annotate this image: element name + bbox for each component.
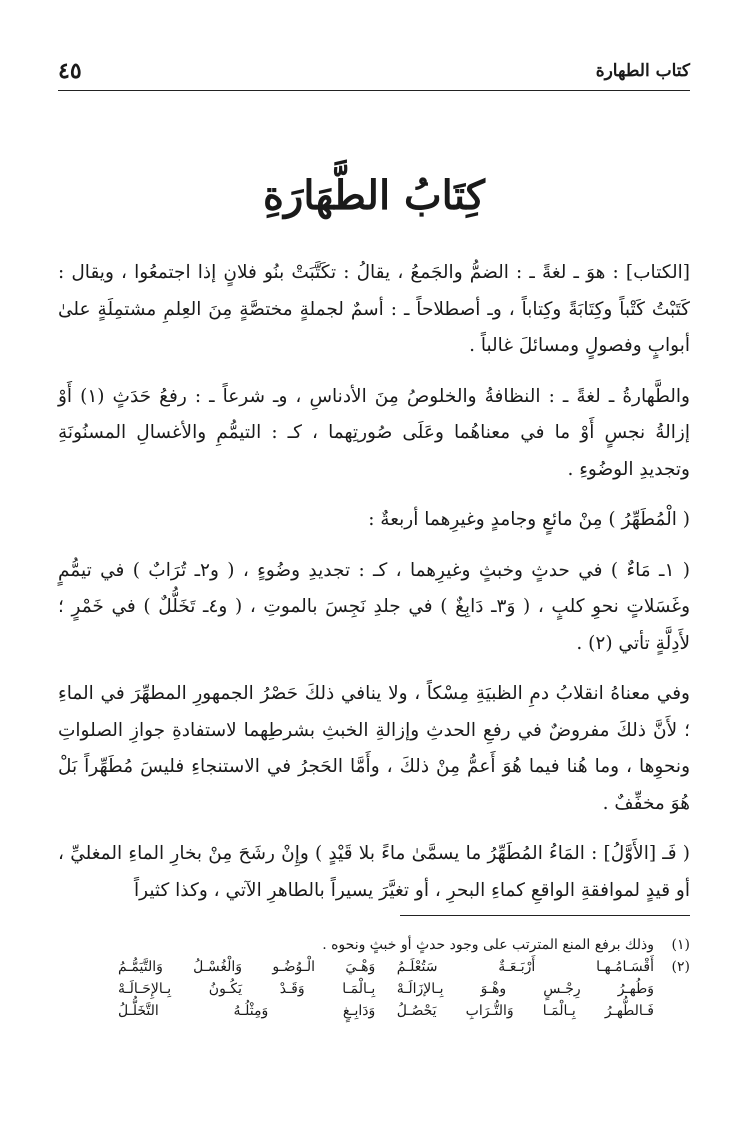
poem-hemistich-second: بِـالْمَـا وَقَـدْ يَكُـونُ بِـالإِحَـالَـهْ <box>118 981 376 997</box>
footnote-divider <box>400 915 690 916</box>
paragraph-first-water: ( فَـ [الأَوَّلُ] : المَاءُ المُطَهِّرُ ما يسمَّىٰ ماءً بلا قَيْدٍ ) وإِنْ رشَحَ مِنْ بخارِ الماءِ المغليِّ ، أو قيدٍ لموافقةِ الواقعِ كماءِ البحرِ ، أو تغيَّرَ يسيراً بالطاهرِ الآتي ، وكذا كثيراً <box>58 843 690 901</box>
running-header <box>58 56 690 91</box>
poem-line <box>58 956 654 978</box>
poem-hemistich-first: وَطُهـرُ رِجْـسٍ وهْـوَ بِـالإزَالَـهْ <box>396 981 654 997</box>
footnote-1-text: وذلك برفع المنع المترتب على وجود حدثٍ أو خبثٍ ونحوه . <box>322 937 654 953</box>
poem-hemistich-first: فَـالطُّهـرُ بِـالْمَـا وَالتُّـرَابِ يَحْصُـلُ <box>396 1003 654 1019</box>
footnote-1 <box>58 934 690 956</box>
paragraph-purifiers-count: ( الْمُطَهِّرُ ) مِنْ مائعٍ وجامدٍ وغيرِهما أربعةٌ : <box>368 509 690 530</box>
footnote-2 <box>58 956 690 1022</box>
poem-hemistich-second: وَهْـيَ الْـوُضُـو وَالْغُسْـلُ وَالتَّيَمُّـمُ <box>118 959 376 975</box>
footnote-2-mark: (٢) <box>671 959 690 975</box>
poem-hemistich-second: وَدَابِـغٍ وَمِثْلُـهُ التَّخَلُّـلُ <box>118 1003 376 1019</box>
paragraph-purifiers-list: ( ١ـ مَاءٌ ) في حدثٍ وخبثٍ وغيرِهما ، كـ : تجديدِ وضُوءٍ ، ( و٢ـ تُرَابٌ ) في تيمُّمٍ وغَسَلاتٍ نحوِ كلبٍ ، ( وَ٣ـ دَابِغٌ ) في جلدِ نَجِسَ بالموتِ ، ( و٤ـ تَخَلُّلٌ ) في خَمْرٍ ؛ لأَدِلَّةٍ تأتي (٢) . <box>58 559 691 654</box>
chapter-title: كِتَابُ الطَّهَارَةِ <box>263 172 485 219</box>
paragraph-definition-kitab: [الكتاب] : هوَ ـ لغةً ـ : الضمُّ والجَمعُ ، يقالُ : تكَتَّبَتْ بنُو فلانٍ إذا اجتمعُوا ، ويقال : كَتَبْتُ كَتْباً وكِتَابَةً وكِتاباً ، وـ أصطلاحاً ـ : أسمٌ لجملةٍ مختصَّةٍ مِنَ العِلمِ مشتمِلَةٍ علىٰ أبوابٍ وفصولٍ ومسائلَ غالباً . <box>58 262 690 356</box>
body-text <box>58 255 690 923</box>
running-title: كتاب الطهارة <box>595 61 690 81</box>
paragraph-explanation: وفي معناهُ انقلابُ دمِ الظبيَةِ مِسْكاً ، ولا ينافي ذلكَ حَصْرُ الجمهورِ المطهِّرَ في الماءِ ؛ لأَنَّ ذلكَ مفروضٌ في رفعِ الحدثِ وإزالةِ الخبثِ بشرطِهما لاستفادةِ جوازِ الصلواتِ ونحوِها ، وما هُنا فيما هُوَ أَعمُّ مِنْ ذلكَ ، وأَمَّا الحَجرُ في الاستنجاءِ فليسَ مُطَهِّراً بَلْ هُوَ مخفِّفٌ . <box>58 683 690 814</box>
page-number: ٤٥ <box>58 58 82 84</box>
poem-line <box>58 1000 654 1022</box>
poem-line <box>58 978 654 1000</box>
poem-hemistich-first: أَقْسَـامُـهـا أَرْبَـعَـةٌ سَتُعْلَـمُ <box>396 959 654 975</box>
footnote-1-mark: (١) <box>671 937 690 953</box>
footnote-2-poem <box>58 956 654 1022</box>
paragraph-definition-tahara: والطَّهارةُ ـ لغةً ـ : النظافةُ والخلوصُ مِنَ الأدناسِ ، وـ شرعاً ـ : رفعُ حَدَثٍ (١) أَوْ إزالةُ نجسٍ أَوْ ما في معناهُما وعَلَى صُورتِهما ، كـ : التيمُّمِ والأغسالِ المسنُونَةِ وتجديدِ الوضُوءِ . <box>58 385 690 480</box>
footnotes <box>58 934 690 1022</box>
